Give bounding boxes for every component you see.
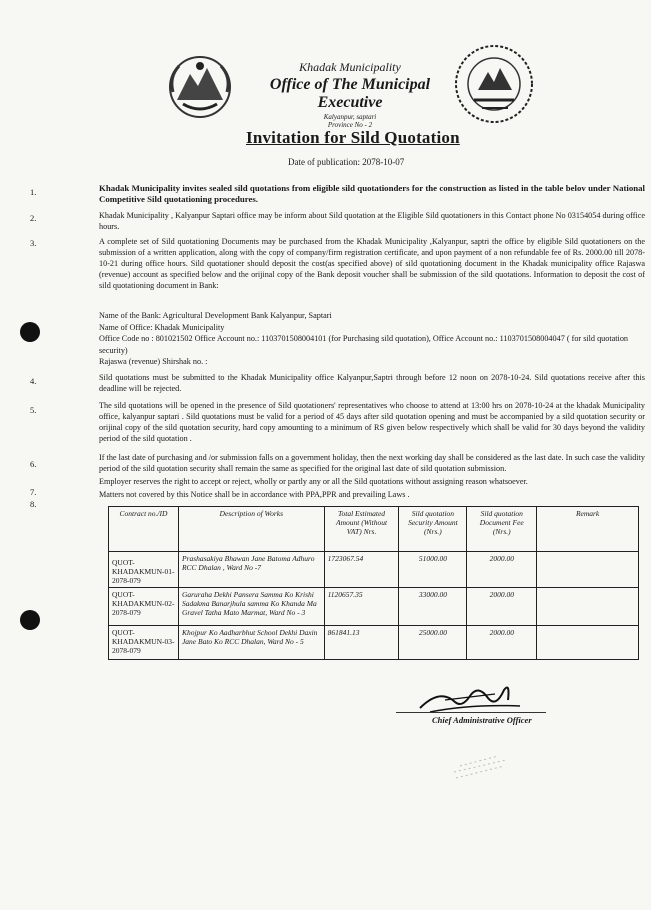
item-text: The sild quotations will be opened in the presence of Sild quotationers' representatives who choose to attend at 13:00 hrs on 2078-10-24 at the khadak Municipality office, kalyanpur saptari . Sild quotations must be valid for a period of 45 days after sild quotation opening and must be accompanied by a sild quotation security or orijinal copy of the sild quotation security, hard copy amounting to a minimum of RS given below respectively which shall be valid for 30 days beyond the validity period of the sild quotation . (99, 401, 645, 443)
item-number: 6. (30, 459, 37, 469)
office-location: Kalyanpur, saptari (323, 113, 377, 121)
item-text: Khadak Municipality invites sealed sild quotations from eligible sild quotationders for the construction as listed in the table belov under National Competitive Sild quotationing procedures. (99, 183, 645, 204)
amount-cell: 861841.13 (324, 626, 399, 660)
contract-id-cell: QUOT-KHADAKMUN-03-2078-079 (109, 626, 179, 660)
table-row (109, 552, 639, 588)
item-text: If the last date of purchasing and /or submission falls on a government holiday, then the next working day shall be considered as the last date. In such case the validity period of the sild quotation security shall remain the same as specified for the original last date of sild quotation submission. (99, 453, 645, 473)
province: Province No - 2 (327, 121, 373, 129)
office-name: Office of The Municipal Executive (269, 76, 431, 111)
item-number: 2. (30, 213, 37, 223)
fee-cell: 2000.00 (467, 588, 537, 626)
description-cell: Garuraha Dekhi Pansera Samma Ko Krishi Sadakma Banarjhula samma Ko Khanda Ma Gravel Tatha Mato Marmat, Ward No - 3 (178, 588, 324, 626)
column-header: Remark (537, 507, 639, 552)
amount-cell: 1723067.54 (324, 552, 399, 588)
page-title: Invitation for Sild Quotation (246, 128, 460, 147)
bank-codes: Office Code no : 801021502 Office Account no.: 1103701508004101 (for Purchasing sild quotation), Office Account no.: 1103701508004047 ( for sild quotation security) (99, 334, 629, 355)
column-header: Total Estimated Amount (Without VAT) Nrs. (324, 507, 399, 552)
table-header-row (109, 507, 639, 552)
publication-date: Date of publication: 2078-10-07 (288, 157, 405, 167)
item-number: 3. (30, 238, 37, 248)
signatory-title: Chief Administrative Officer (432, 715, 532, 725)
remark-cell (537, 626, 639, 660)
contract-id-cell: QUOT-KHADAKMUN-02-2078-079 (109, 588, 179, 626)
item-text: Sild quotations must be submitted to the Khadak Municipality office Kalyanpur,Saptri through before 12 noon on 2078-10-24. Sild quotations receive after this deadline will be rejected. (99, 373, 645, 393)
works-table (108, 506, 639, 660)
fee-cell: 2000.00 (467, 552, 537, 588)
item-text: A complete set of Sild quotationing Documents may be purchased from the Khadak Municipality ,Kalyanpur, saptri the office by eligible Sild quotationers on the submission of a written application, along with the copy of company/firm registration certificate, and upon payment of a non refundable fee of Rs. 2000.00 till 2078-10-21 during office hours. Sild quotationer should deposit the cost(as specified above) of sild quotationing document in the Khadak municipality office Rajaswa (revenue) account as specified below and the orijinal copy of the Bank deposit voucher shall be submission of the sild quotations. Information to deposit the cost of sild quotationing document in Bank: (99, 237, 645, 290)
punch-hole (20, 610, 40, 630)
table-row (109, 588, 639, 626)
bank-details (99, 310, 645, 368)
official-stamp-icon (448, 38, 540, 130)
item-text: Matters not covered by this Notice shall be in accordance with PPA,PPR and prevailing Laws . (99, 490, 410, 499)
signature-line (396, 712, 546, 713)
org-name: Khadak Municipality (299, 60, 401, 74)
security-cell: 51000.00 (399, 552, 467, 588)
table-row (109, 626, 639, 660)
remark-cell (537, 588, 639, 626)
column-header: Contract no./ID (109, 507, 179, 552)
amount-cell: 1120657.35 (324, 588, 399, 626)
description-cell: Prashasakiya Bhawan Jane Batoma Adhuro RCC Dhalan , Ward No -7 (178, 552, 324, 588)
remark-cell (537, 552, 639, 588)
item-number: 7. (30, 487, 37, 497)
column-header: Description of Works (178, 507, 324, 552)
punch-hole (20, 322, 40, 342)
letterhead (250, 60, 450, 129)
item-text: Khadak Municipality , Kalyanpur Saptari office may be inform about Sild quotation at the Eligible Sild quotationers in this Contact phone No 03154054 during office hours. (99, 211, 645, 231)
item-number: 5. (30, 405, 37, 415)
column-header: Sild quotation Document Fee (Nrs.) (467, 507, 537, 552)
bank-office: Name of Office: Khadak Municipality (99, 322, 225, 332)
contract-id-cell: QUOT-KHADAKMUN-01-2078-079 (109, 552, 179, 588)
signature-mark (400, 678, 540, 720)
item-number: 4. (30, 376, 37, 386)
bank-name: Name of the Bank: Agricultural Development Bank Kalyanpur, Saptari (99, 311, 332, 320)
bank-revenue: Rajaswa (revenue) Shirshak no. : (99, 357, 208, 366)
security-cell: 25000.00 (399, 626, 467, 660)
item-number: 8. (30, 499, 37, 509)
column-header: Sild quotation Security Amount (Nrs.) (399, 507, 467, 552)
fee-cell: 2000.00 (467, 626, 537, 660)
item-number: 1. (30, 187, 37, 197)
item-text: Employer reserves the right to accept or reject, wholly or partly any or all the Sild quotations without assigning reason whatsoever. (99, 477, 528, 486)
security-cell: 33000.00 (399, 588, 467, 626)
faint-stamp-icon (450, 752, 510, 782)
municipality-emblem-icon (165, 52, 235, 122)
description-cell: Khojpur Ko Aadharbhut School Dekhi Daxin Jane Bato Ko RCC Dhalan, Ward No - 5 (178, 626, 324, 660)
